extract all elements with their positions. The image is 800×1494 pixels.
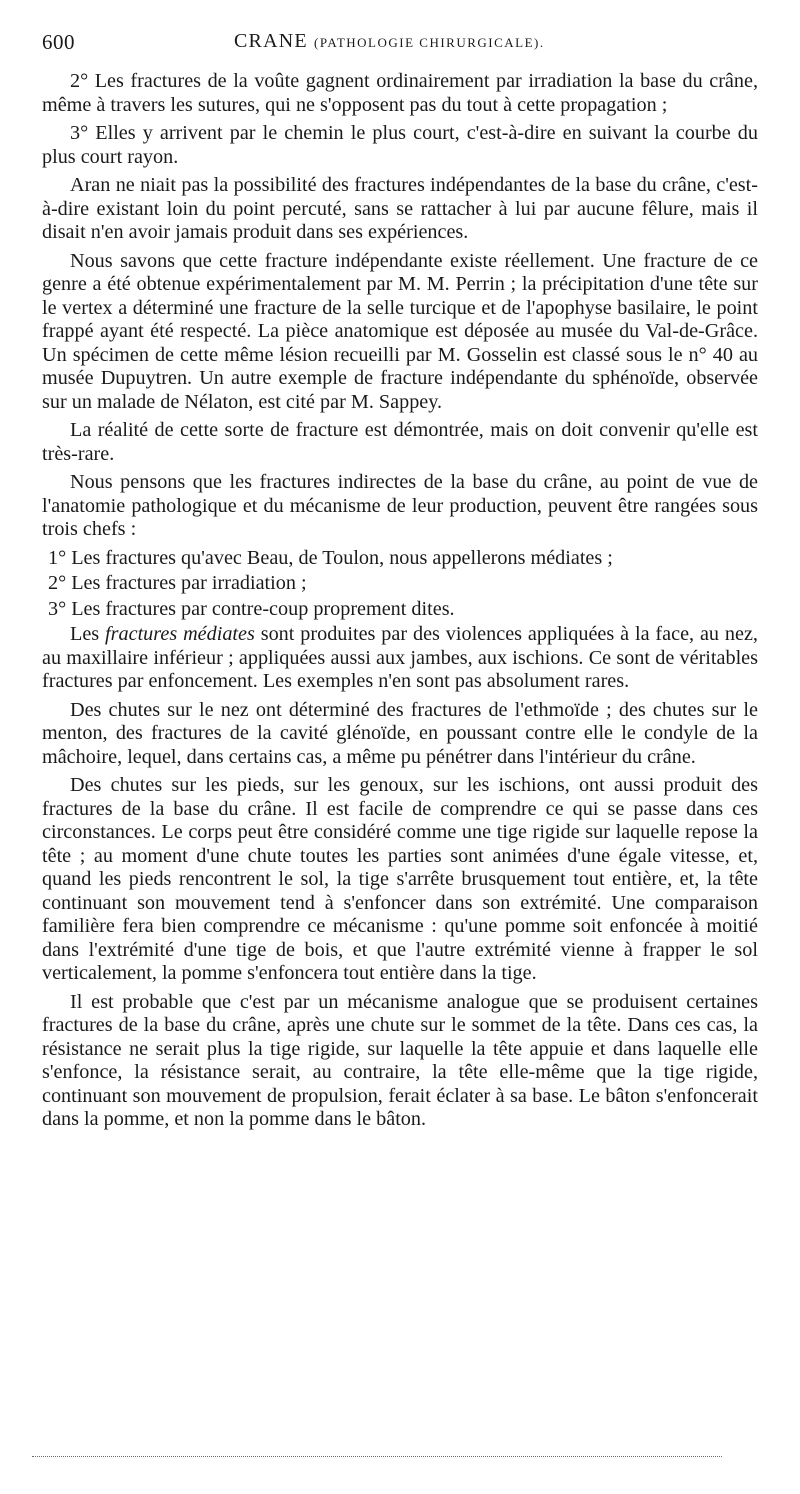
paragraph-aran: Aran ne niait pas la possibilité des fractures indépendantes de la base du crâne, c'est-à-dire existant loin du point percuté, sans se rattacher à lui par aucune fêlure, mais il disait n'en avoir jamais produit dans ses expériences. [42, 174, 758, 243]
list-item-mediates: 1° Les fractures qu'avec Beau, de Toulon, nous appellerons médiates ; [48, 546, 613, 569]
mediates-term: fractures médiates [105, 623, 255, 645]
paragraph-realite: La réalité de cette sorte de fracture est démontrée, mais on doit convenir qu'elle est très-rare. [42, 419, 758, 465]
running-title [234, 30, 545, 53]
mediates-rest: sont produites par des violences appliquées à la face, au nez, au maxillaire inférieur ; appliquées aussi aux jambes, aux ischions. Ce sont de véritables fractures par enfoncement. Les exemples n'en sont pas absolument rares. [42, 623, 758, 692]
paragraph-chemin-court: 3° Elles y arrivent par le chemin le plus court, c'est-à-dire en suivant la courbe du plus court rayon. [42, 122, 758, 168]
paragraph-trois-chefs: Nous pensons que les fractures indirectes de la base du crâne, au point de vue de l'anatomie pathologique et du mécanisme de leur production, peuvent être rangées sous trois chefs : [42, 471, 758, 540]
mediates-lead: Les [70, 623, 106, 645]
running-head [42, 30, 758, 60]
paragraph-mecanisme-analogue: Il est probable que c'est par un mécanisme analogue que se produisent certaines fractures de la base du crâne, après une chute sur le sommet de la tête. Dans ces cas, la résistance ne serait plus la tige rigide, sur laquelle la tête appuie et dans laquelle elle s'enfonce, la résistance serait, au contraire, la tête elle-même que la tige rigide, continuant son mouvement de propulsion, ferait éclater à sa base. Le bâton s'enfoncerait dans la pomme, et non la pomme dans le bâton. [42, 990, 758, 1130]
list-item-contre-coup: 3° Les fractures par contre-coup proprement dites. [48, 597, 455, 620]
footer-dotted-rule [32, 1456, 722, 1457]
paragraph-fractures-mediates [42, 623, 758, 694]
page-number: 600 [42, 30, 75, 54]
running-title-main: CRANE [234, 30, 308, 52]
paragraph-fracture-independante: Nous savons que cette fracture indépendante existe réellement. Une fracture de ce genre a été obtenue expérimentalement par M. M. Perrin ; la précipitation d'une tête sur le vertex a déterminé une fracture de la selle turcique et de l'apophyse basilaire, le point frappé ayant été respecté. La pièce anatomique est déposée au musée du Val-de-Grâce. Un spécimen de cette même lésion recueilli par M. Gosselin est classé sous le n° 40 au musée Dupuytren. Un autre exemple de fracture indépendante du sphénoïde, observée sur un malade de Nélaton, est cité par M. Sappey. [42, 249, 758, 413]
running-title-sub: (PATHOLOGIE CHIRURGICALE). [314, 35, 545, 50]
list-item-irradiation: 2° Les fractures par irradiation ; [48, 572, 307, 594]
paragraph-chutes-pieds: Des chutes sur les pieds, sur les genoux, sur les ischions, ont aussi produit des fractures de la base du crâne. Il est facile de comprendre ce qui se passe dans ces circonstances. Le corps peut être considéré comme une tige rigide sur laquelle repose la tête ; au moment d'une chute toutes les parties sont animées d'une égale vitesse, et, quand les pieds rencontrent le sol, la tige s'arrête brusquement tout entière, et, la tête continuant son mouvement tend à s'enfoncer dans son extrémité. Une comparaison familière fera bien comprendre ce mécanisme : qu'une pomme soit enfoncée à moitié dans l'extrémité d'une tige de bois, et que l'autre extrémité vienne à frapper le sol verticalement, la pomme s'enfoncera tout entière dans la tige. [42, 774, 758, 984]
book-page [42, 30, 758, 1137]
paragraph-chutes-nez: Des chutes sur le nez ont déterminé des fractures de l'ethmoïde ; des chutes sur le menton, des fractures de la cavité glénoïde, en poussant contre elle le condyle de la mâchoire, lequel, dans certains cas, a même pu pénétrer dans l'intérieur du crâne. [42, 698, 758, 768]
paragraph-irradiation-voute: 2° Les fractures de la voûte gagnent ordinairement par irradiation la base du crâne, même à travers les sutures, qui ne s'opposent pas du tout à cette propagation ; [42, 70, 758, 116]
